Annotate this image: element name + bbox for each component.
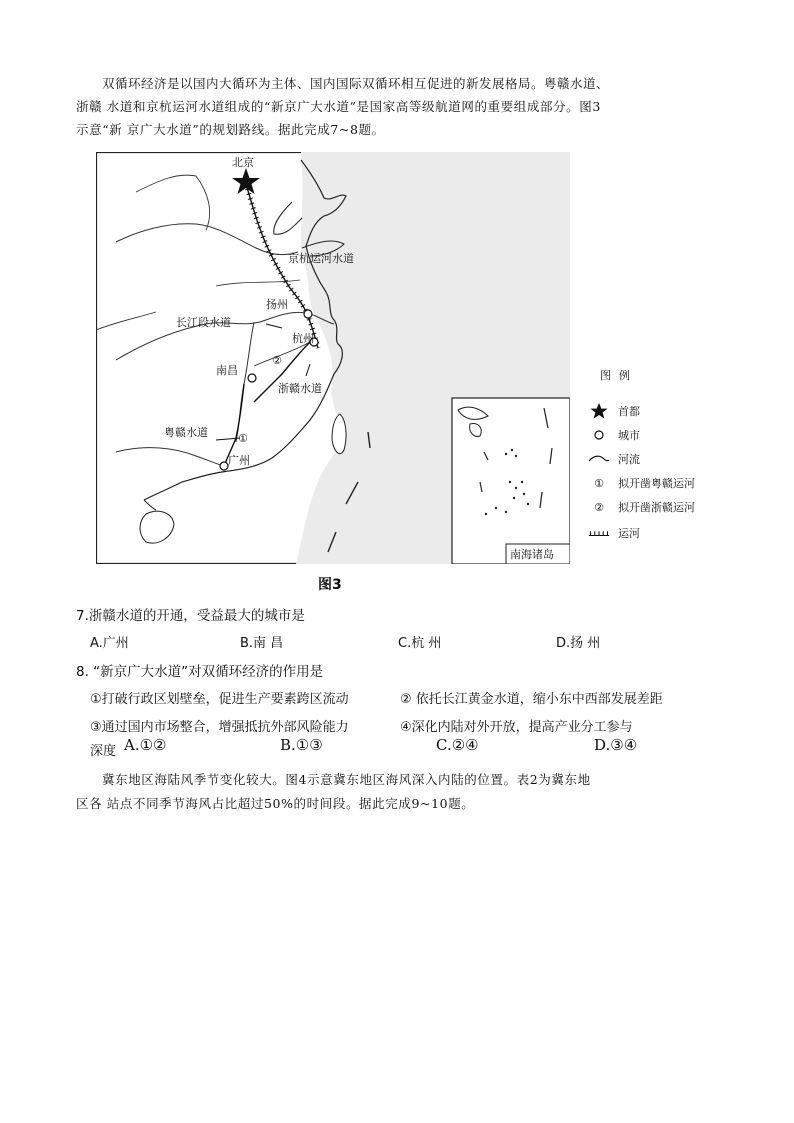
map-figure — [96, 152, 570, 564]
q8-statement-1: ①打破行政区划壁垒，促进生产要素跨区流动 — [90, 692, 349, 707]
label-circle-1: ① — [238, 432, 248, 445]
legend-item — [588, 449, 640, 469]
q8-option-b[interactable]: B.①③ — [280, 736, 323, 754]
legend-label: 首都 — [618, 405, 640, 418]
circled-two-symbol: ② — [594, 500, 604, 514]
next-line-2: 区各 站点不同季节海风占比超过50%的时间段。据此完成9~10题。 — [76, 796, 475, 811]
next-line-1: 冀东地区海陆风季节变化较大。图4示意冀东地区海风深入内陆的位置。表2为冀东地 — [102, 772, 591, 787]
intro-line-3: 示意“新 京广大水道”的规划路线。据此完成7~8题。 — [76, 122, 385, 137]
circled-one-symbol: ① — [594, 476, 604, 490]
label-changjiang: 长江段水道 — [176, 316, 231, 329]
china-map — [96, 152, 570, 564]
q8-option-d[interactable]: D.③④ — [594, 736, 638, 754]
q8-statement-3: ③通过国内市场整合，增强抵抗外部风险能力 — [90, 720, 349, 735]
legend-label: 城市 — [618, 429, 640, 442]
label-zhegan: 浙赣水道 — [278, 382, 322, 395]
label-guangzhou: 广州 — [228, 454, 250, 467]
canal-icon — [588, 528, 610, 538]
q8-statement-4-cont: 深度 — [90, 744, 117, 759]
legend-item — [588, 497, 695, 517]
legend-label: 拟开凿粤赣运河 — [618, 477, 695, 490]
intro-line-1: 双循环经济是以国内大循环为主体、国内国际双循环相互促进的新发展格局。粤赣水道、 — [102, 76, 610, 91]
inset-label: 南海诸岛 — [510, 548, 554, 561]
intro-line-2: 浙赣 水道和京杭运河水道组成的“新京广大水道”是国家高等级航道网的重要组成部分。图3 — [76, 99, 601, 114]
yangzhou-city-icon — [304, 310, 312, 318]
q8-statement-2: ② 依托长江黄金水道，缩小东中西部发展差距 — [400, 692, 663, 707]
legend-item — [588, 523, 640, 543]
south-china-sea-inset — [452, 398, 570, 564]
legend-label: 拟开凿浙赣运河 — [618, 501, 695, 514]
q8-option-a[interactable]: A.①② — [124, 736, 167, 754]
label-hangzhou: 杭州 — [292, 332, 314, 345]
q8-stem: 8. “新京广大水道”对双循环经济的作用是 — [76, 664, 324, 680]
legend-item — [588, 401, 640, 421]
legend-title: 图例 — [600, 369, 638, 382]
label-yuegan: 粤赣水道 — [164, 426, 208, 439]
label-yangzhou: 扬州 — [266, 298, 288, 311]
q8-option-c[interactable]: C.②④ — [436, 736, 479, 754]
figure-caption: 图3 — [318, 577, 342, 593]
label-nanchang: 南昌 — [216, 364, 238, 377]
q7-option-b[interactable]: B.南 昌 — [240, 636, 284, 651]
q7-option-a[interactable]: A.广州 — [90, 636, 129, 651]
circle-icon — [588, 429, 610, 441]
label-circle-2: ② — [272, 354, 282, 367]
guangzhou-city-icon — [220, 462, 228, 470]
nanchang-city-icon — [248, 374, 256, 382]
legend-item — [588, 425, 640, 445]
q7-stem: 7.浙赣水道的开通，受益最大的城市是 — [76, 608, 305, 624]
q7-option-c[interactable]: C.杭 州 — [398, 636, 442, 651]
legend-label: 运河 — [618, 527, 640, 540]
star-icon — [588, 402, 610, 420]
label-jinghang: 京杭运河水道 — [288, 252, 354, 265]
q7-option-d[interactable]: D.扬 州 — [556, 636, 601, 651]
legend-label: 河流 — [618, 453, 640, 466]
q8-statement-4: ④深化内陆对外开放，提高产业分工参与 — [400, 720, 633, 735]
label-beijing: 北京 — [232, 156, 254, 169]
legend-item — [588, 473, 695, 493]
river-icon — [588, 454, 610, 464]
